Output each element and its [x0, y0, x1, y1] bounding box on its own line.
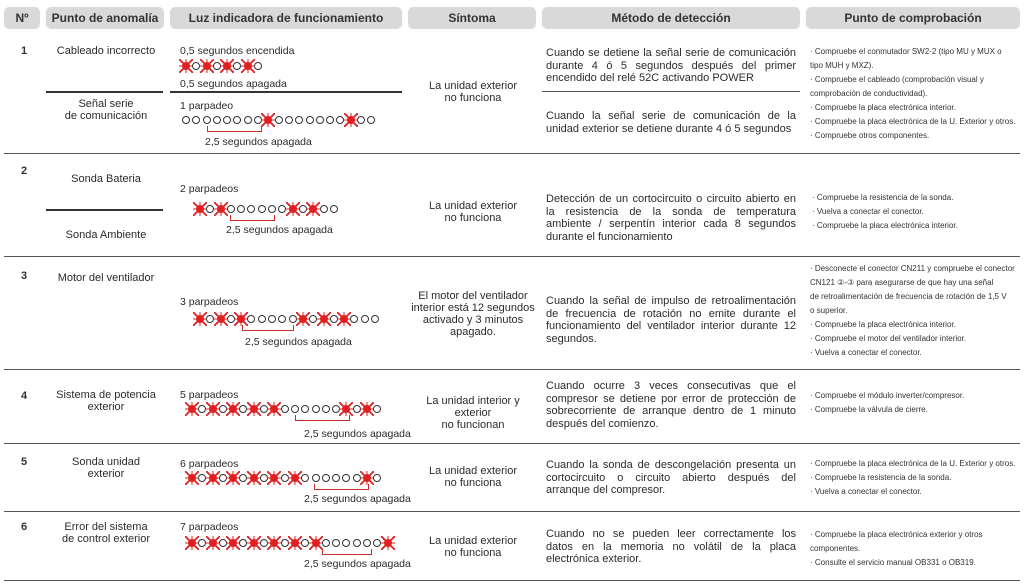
- gap-duration: 2,5 segundos apagada: [226, 224, 333, 236]
- led-on-icon: [363, 474, 371, 482]
- led-on-icon: [182, 62, 190, 70]
- led-off-icon: [278, 315, 286, 323]
- symptom-text: La unidad exterior no funciona: [428, 80, 518, 104]
- detection-method: Cuando se detiene la señal serie de comunicación durante 4 ó 5 segundos después del primer encendido del relé 52C activando POWER: [546, 47, 796, 84]
- row-number: 3: [20, 270, 28, 282]
- led-off-icon: [367, 116, 375, 124]
- anomaly-label: Sistema de potencia exterior: [56, 389, 156, 413]
- led-on-icon: [270, 474, 278, 482]
- led-pattern: [188, 539, 394, 547]
- row-separator: [4, 369, 1020, 370]
- led-off-duration: 0,5 segundos apagada: [180, 78, 287, 90]
- led-on-icon: [270, 405, 278, 413]
- led-on-icon: [209, 539, 217, 547]
- led-off-icon: [254, 62, 262, 70]
- led-off-icon: [247, 315, 255, 323]
- led-on-icon: [340, 315, 348, 323]
- symptom-text: El motor del ventilador interior está 12 segundos activado y 3 minutos apagado.: [411, 290, 535, 338]
- led-off-icon: [285, 116, 293, 124]
- led-off-icon: [268, 205, 276, 213]
- gap-bracket: [295, 415, 350, 421]
- row-number: 6: [20, 521, 28, 533]
- led-off-icon: [357, 116, 365, 124]
- detection-method: Cuando la señal serie de comunicación de la unidad exterior se detiene durante 4 ó 5 segundos: [546, 110, 796, 135]
- detection-method: Cuando la sonda de descongelación presenta un cortocircuito o circuito abierto después del arranque del compresor.: [546, 459, 796, 496]
- check-item: · Compruebe el motor del ventilador interior.: [810, 334, 967, 343]
- led-on-icon: [309, 205, 317, 213]
- gap-bracket: [322, 549, 372, 555]
- led-off-icon: [332, 539, 340, 547]
- led-on-icon: [347, 116, 355, 124]
- row-separator: [4, 153, 1020, 154]
- detection-method: Detección de un cortocircuito o circuito abierto en la resistencia de la sonda de temperatura ambiente / serpentín interior cada 8 segundos durante el funcionamiento: [546, 193, 796, 243]
- check-item: · Vuelva a conectar el conector.: [812, 207, 924, 216]
- row-number: 4: [20, 390, 28, 402]
- symptom-text: La unidad exterior no funciona: [428, 200, 518, 224]
- check-points: [810, 262, 1022, 360]
- led-off-icon: [332, 474, 340, 482]
- gap-duration: 2,5 segundos apagada: [304, 493, 411, 505]
- led-off-icon: [275, 116, 283, 124]
- check-item: · Compruebe la placa electrónica interior.: [810, 103, 956, 112]
- led-off-icon: [301, 405, 309, 413]
- gap-duration: 2,5 segundos apagada: [304, 428, 411, 440]
- gap-bracket: [242, 325, 294, 331]
- led-off-icon: [227, 205, 235, 213]
- anomaly-label: Sonda unidad exterior: [72, 456, 140, 480]
- led-off-icon: [268, 315, 276, 323]
- led-off-icon: [342, 474, 350, 482]
- header-anomaly: Punto de anomalía: [46, 7, 164, 29]
- led-off-icon: [312, 405, 320, 413]
- gap-duration: 2,5 segundos apagada: [245, 336, 352, 348]
- blink-count: 7 parpadeos: [180, 521, 239, 533]
- gap-duration: 2,5 segundos apagada: [205, 136, 312, 148]
- led-on-icon: [250, 405, 258, 413]
- led-off-icon: [244, 116, 252, 124]
- blink-count: 2 parpadeos: [180, 183, 239, 195]
- led-on-icon: [342, 405, 350, 413]
- detection-method: Cuando la señal de impulso de retroalimentación de frecuencia de rotación no emite durante el funcionamiento del ventilador interior durante 12 segundos.: [546, 295, 796, 345]
- gap-bracket: [207, 126, 262, 132]
- led-on-icon: [188, 474, 196, 482]
- check-item: · Compruebe la placa electrónica de la U. Exterior y otros.: [810, 117, 1016, 126]
- row-divider: [170, 91, 402, 93]
- led-on-icon: [229, 539, 237, 547]
- led-off-icon: [361, 315, 369, 323]
- check-item: · Compruebe la placa electrónica interior.: [812, 221, 958, 230]
- led-on-icon: [264, 116, 272, 124]
- symptom-text: La unidad exterior no funciona: [428, 535, 518, 559]
- led-off-icon: [373, 474, 381, 482]
- row-divider: [46, 209, 163, 211]
- led-off-icon: [203, 116, 211, 124]
- led-pattern: [196, 315, 381, 323]
- check-item: · Compruebe otros componentes.: [810, 131, 930, 140]
- check-item: comprobación de conductividad).: [810, 89, 928, 98]
- led-off-icon: [281, 405, 289, 413]
- check-item: · Compruebe la resistencia de la sonda.: [812, 193, 954, 202]
- check-item: tipo MUH y MXZ).: [810, 61, 874, 70]
- check-item: · Vuelva a conectar el conector.: [810, 348, 922, 357]
- check-points: [810, 457, 1022, 499]
- led-off-icon: [322, 405, 330, 413]
- header-check: Punto de comprobación: [806, 7, 1020, 29]
- led-on-icon: [312, 539, 320, 547]
- blink-count: 6 parpadeos: [180, 458, 239, 470]
- blink-count: 3 parpadeos: [180, 296, 239, 308]
- led-on-icon: [223, 62, 231, 70]
- led-on-icon: [250, 539, 258, 547]
- led-off-icon: [342, 539, 350, 547]
- led-pattern: [196, 205, 340, 213]
- led-off-icon: [350, 315, 358, 323]
- check-item: · Compruebe la válvula de cierre.: [810, 405, 928, 414]
- led-off-icon: [247, 205, 255, 213]
- led-off-icon: [223, 116, 231, 124]
- led-off-icon: [192, 116, 200, 124]
- led-on-icon: [270, 539, 278, 547]
- led-on-icon: [363, 405, 371, 413]
- check-points: [810, 528, 1020, 570]
- led-pattern: [182, 116, 378, 124]
- led-off-icon: [371, 315, 379, 323]
- led-off-icon: [233, 116, 241, 124]
- led-pattern: [182, 62, 264, 70]
- led-off-icon: [237, 205, 245, 213]
- row-number: 1: [20, 45, 28, 57]
- led-on-icon: [188, 539, 196, 547]
- check-item: · Compruebe la placa electrónica de la U. Exterior y otros.: [810, 459, 1016, 468]
- led-off-icon: [322, 474, 330, 482]
- led-off-icon: [320, 205, 328, 213]
- led-on-icon: [203, 62, 211, 70]
- led-off-icon: [353, 539, 361, 547]
- led-off-icon: [326, 116, 334, 124]
- led-on-icon: [217, 205, 225, 213]
- anomaly-label: Sonda Bateria: [71, 173, 141, 185]
- symptom-text: La unidad interior y exterior no funcionan: [426, 395, 520, 431]
- led-off-icon: [363, 539, 371, 547]
- header-method: Método de detección: [542, 7, 800, 29]
- check-item: CN121 ②-③ para asegurarse de que hay una señal: [810, 278, 994, 287]
- row-separator: [4, 443, 1020, 444]
- led-off-icon: [295, 116, 303, 124]
- detection-method: Cuando ocurre 3 veces consecutivas que el compresor se detiene por error de protección de sobrecorriente de arranque dentro de 1 minuto después del comienzo.: [546, 380, 796, 430]
- led-off-icon: [182, 116, 190, 124]
- anomaly-label: Señal serie de comunicación: [64, 98, 148, 122]
- led-on-icon: [209, 405, 217, 413]
- check-item: · Compruebe la placa electrónica interior.: [810, 320, 956, 329]
- led-on-icon: [196, 315, 204, 323]
- led-pattern: [188, 474, 384, 482]
- row-divider: [46, 91, 163, 93]
- led-off-icon: [291, 405, 299, 413]
- row-number: 5: [20, 456, 28, 468]
- anomaly-label: Motor del ventilador: [57, 272, 155, 284]
- row-divider: [542, 91, 800, 92]
- check-item: · Consulte el servicio manual OB331 o OB319.: [810, 558, 976, 567]
- row-number: 2: [20, 165, 28, 177]
- led-on-icon: [244, 62, 252, 70]
- row-separator: [4, 256, 1020, 257]
- header-num: Nº: [4, 7, 40, 29]
- anomaly-label: Error del sistema de control exterior: [61, 521, 151, 545]
- led-on-icon: [291, 474, 299, 482]
- blink-count: 5 parpadeos: [180, 389, 239, 401]
- check-points: [812, 191, 1022, 233]
- check-item: · Compruebe la resistencia de la sonda.: [810, 473, 952, 482]
- led-on-icon: [289, 205, 297, 213]
- check-item: · Compruebe el conmutador SW2-2 (tipo MU y MUX o: [810, 47, 1002, 56]
- gap-duration: 2,5 segundos apagada: [304, 558, 411, 570]
- gap-bracket: [314, 484, 369, 490]
- led-on-icon: [209, 474, 217, 482]
- led-on-icon: [250, 474, 258, 482]
- led-off-icon: [322, 539, 330, 547]
- led-on-icon: [229, 474, 237, 482]
- detection-method: Cuando no se pueden leer correctamente los datos en la memoria no volátil de la placa electrónica exterior.: [546, 528, 796, 565]
- blink-count: 1 parpadeo: [180, 100, 234, 112]
- led-off-icon: [258, 315, 266, 323]
- led-on-icon: [229, 405, 237, 413]
- header-led: Luz indicadora de funcionamiento: [170, 7, 402, 29]
- check-item: de retroalimentación de frecuencia de rotación de 1,5 V: [810, 292, 1007, 301]
- gap-bracket: [230, 215, 275, 221]
- check-item: · Desconecte el conector CN211 y compruebe el conector: [810, 264, 1015, 273]
- led-off-icon: [301, 474, 309, 482]
- led-off-icon: [330, 205, 338, 213]
- row-separator: [4, 511, 1020, 512]
- led-on-icon: [237, 315, 245, 323]
- check-item: · Compruebe la placa electrónica exterior y otros: [810, 530, 983, 539]
- led-off-icon: [306, 116, 314, 124]
- led-on-icon: [217, 315, 225, 323]
- led-on-icon: [188, 405, 196, 413]
- check-points: [810, 389, 1020, 417]
- check-item: · Compruebe el cableado (comprobación visual y: [810, 75, 984, 84]
- led-pattern: [188, 405, 384, 413]
- check-item: · Compruebe el módulo inverter/compresor.: [810, 391, 965, 400]
- symptom-text: La unidad exterior no funciona: [428, 465, 518, 489]
- check-item: · Vuelva a conectar el conector.: [810, 487, 922, 496]
- led-on-icon: [384, 539, 392, 547]
- row-separator: [4, 580, 1020, 581]
- led-off-icon: [373, 405, 381, 413]
- anomaly-label: Cableado incorrecto: [56, 45, 156, 57]
- led-on-duration: 0,5 segundos encendida: [180, 45, 295, 57]
- led-off-icon: [312, 474, 320, 482]
- check-item: componentes.: [810, 544, 861, 553]
- led-on-icon: [320, 315, 328, 323]
- led-off-icon: [213, 116, 221, 124]
- check-points: [810, 45, 1020, 143]
- check-item: o superior.: [810, 306, 848, 315]
- header-symptom: Síntoma: [408, 7, 536, 29]
- led-off-icon: [316, 116, 324, 124]
- led-off-icon: [258, 205, 266, 213]
- led-on-icon: [299, 315, 307, 323]
- anomaly-label: Sonda Ambiente: [65, 229, 147, 241]
- led-on-icon: [291, 539, 299, 547]
- led-on-icon: [196, 205, 204, 213]
